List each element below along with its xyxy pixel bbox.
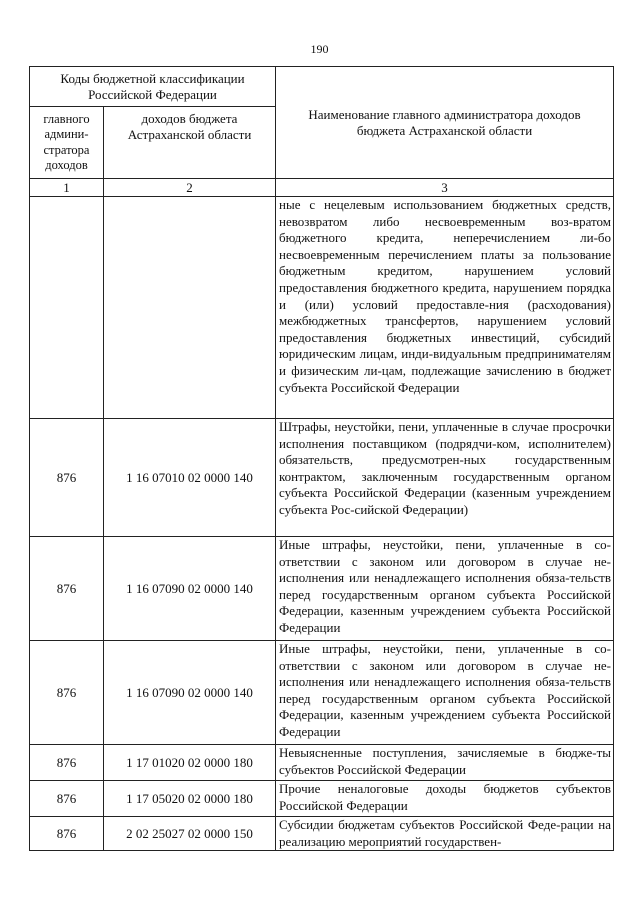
table-row <box>30 537 614 641</box>
income-code-cell: 1 16 07090 02 0000 140 <box>104 537 276 641</box>
income-name-cell: Иные штрафы, неустойки, пени, уплаченные в со-ответствии с законом или договором в случае не-исполнения или ненадлежащего исполнения обяза-тельств перед государственным органом субъекта Российской Федерации, казенным учреждением субъекта Российской Федерации <box>276 641 614 745</box>
income-name-cell: ные с нецелевым использованием бюджетных средств, невозвратом либо несвоевременным воз-вратом бюджетного кредита, неперечислением ли-бо несвоевременным перечислением платы за пользование бюджетным кредитом, нарушением условий предоставления бюджетного кредита, нарушением порядка и (или) условий предоставле-ния (расходования) межбюджетных трансфертов, нарушением условий предоставления бюджетных инвестиций, субсидий юридическим лицам, инди-видуальным предпринимателям и физическим ли-цам, подлежащие зачислению в бюджет субъекта Российской Федерации <box>276 197 614 419</box>
header-row-group <box>30 67 614 107</box>
page-number: 190 <box>310 42 329 56</box>
table-row <box>30 197 614 419</box>
column-number-1: 1 <box>30 179 104 197</box>
column-number-2: 2 <box>104 179 276 197</box>
codes-group-header: Коды бюджетной классификации Российской Федерации <box>30 67 276 107</box>
income-code-cell: 1 16 07010 02 0000 140 <box>104 419 276 537</box>
income-code-cell: 1 17 05020 02 0000 180 <box>104 781 276 817</box>
income-code-cell: 1 16 07090 02 0000 140 <box>104 641 276 745</box>
income-code-cell: 1 17 01020 02 0000 180 <box>104 745 276 781</box>
table-row <box>30 817 614 851</box>
income-name-cell: Иные штрафы, неустойки, пени, уплаченные в со-ответствии с законом или договором в случае не-исполнения или ненадлежащего исполнения обяза-тельств перед государственным органом субъекта Российской Федерации, казенным учреждением субъекта Российской Федерации <box>276 537 614 641</box>
admin-code-cell: 876 <box>30 745 104 781</box>
admin-code-cell <box>30 197 104 419</box>
name-column-header: Наименование главного администратора доходов бюджета Астраханской области <box>276 67 614 179</box>
admin-code-cell: 876 <box>30 537 104 641</box>
admin-code-cell: 876 <box>30 641 104 745</box>
table-row <box>30 745 614 781</box>
admin-code-cell: 876 <box>30 419 104 537</box>
income-name-cell: Невыясненные поступления, зачисляемые в бюдже-ты субъектов Российской Федерации <box>276 745 614 781</box>
table-row <box>30 641 614 745</box>
income-name-cell: Субсидии бюджетам субъектов Российской Феде-рации на реализацию мероприятий государствен- <box>276 817 614 851</box>
income-code-cell: 2 02 25027 02 0000 150 <box>104 817 276 851</box>
table-row <box>30 419 614 537</box>
table-row <box>30 781 614 817</box>
income-code-cell <box>104 197 276 419</box>
admin-column-header: главного админи-стратора доходов <box>30 107 104 179</box>
column-number-3: 3 <box>276 179 614 197</box>
budget-classification-table <box>29 66 614 851</box>
income-name-cell: Прочие неналоговые доходы бюджетов субъектов Российской Федерации <box>276 781 614 817</box>
admin-code-cell: 876 <box>30 817 104 851</box>
income-column-header: доходов бюджета Астраханской области <box>104 107 276 179</box>
admin-code-cell: 876 <box>30 781 104 817</box>
income-name-cell: Штрафы, неустойки, пени, уплаченные в случае просрочки исполнения поставщиком (подрядчи-ком, исполнителем) обязательств, предусмотрен-ных государственным контрактом, заключенным государственным органом субъекта Российской Федерации (казенным учреждением субъекта Рос-сийской Федерации) <box>276 419 614 537</box>
column-number-row <box>30 179 614 197</box>
